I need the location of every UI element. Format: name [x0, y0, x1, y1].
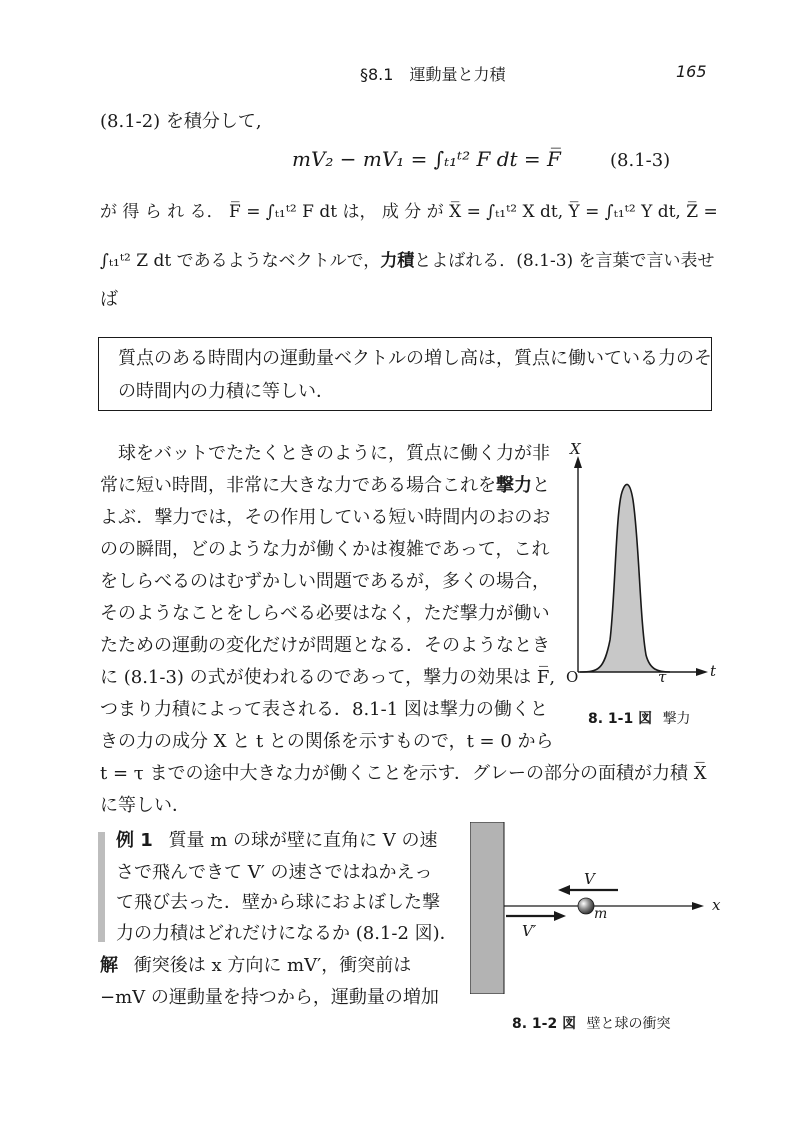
- paragraph-2-line-1: 球をバットでたたくときのように，質点に働く力が非: [100, 443, 550, 464]
- paragraph-2-line-3: よぶ．撃力では，その作用している短い時間内のおのお: [100, 507, 551, 528]
- figure-impulse-graph: [560, 440, 730, 690]
- fig1-origin-label: O: [566, 668, 579, 686]
- term-gekiryoku: 撃力: [496, 475, 532, 496]
- fig1-caption-text: 撃力: [662, 711, 691, 727]
- figure-1-caption: [588, 708, 691, 728]
- example-line-4: 力の力積はどれだけになるか (8.1-2 図)．: [116, 923, 458, 944]
- wall: [470, 822, 504, 994]
- intro-text: (8.1-2) を積分して,: [100, 111, 262, 132]
- box-line-2: の時間内の力積に等しい．: [118, 381, 334, 402]
- paragraph-2-line-4: のの瞬間，どのような力が働くかは複雑であって，これ: [100, 539, 550, 560]
- solution-text-1: 衝突後は x 方向に mV′，衝突前は: [133, 955, 412, 976]
- p2-line2-text-a: 常に短い時間，非常に大きな力である場合これを: [100, 475, 496, 496]
- paragraph-2-line-11: t = τ までの途中大きな力が働くことを示す．グレーの部分の面積が力積 X̅: [100, 763, 707, 784]
- example-line-1: [116, 829, 437, 853]
- box-line-1: 質点のある時間内の運動量ベクトルの増し高は，質点に働いている力のそ: [118, 348, 712, 369]
- figure-2-caption: [512, 1013, 671, 1033]
- paragraph-2-line-2: [100, 474, 550, 498]
- fig1-tau-label: τ: [658, 668, 667, 686]
- page-number: 165: [676, 62, 707, 81]
- paragraph-1-line-2: [100, 249, 715, 273]
- fig2-velocity-in-label: V: [584, 870, 595, 888]
- fig2-caption-text: 壁と球の衝突: [586, 1016, 671, 1032]
- p1-line2-text-b: とよばれる．(8.1-3) を言葉で言い表せ: [414, 251, 715, 271]
- p1-line2-text-a: ∫ₜ₁ᵗ² Z dt であるようなベクトルで，: [100, 251, 381, 271]
- paragraph-1-line-1: が 得 ら れ る． F̅ = ∫ₜ₁ᵗ² F dt は， 成 分 が X̅ = ∫ₜ₁ᵗ² X dt, Y̅ = ∫ₜ₁ᵗ² Y dt, Z̅ =: [100, 202, 718, 222]
- x-axis-arrowhead: [696, 668, 708, 676]
- paragraph-1-line-3: ば: [100, 289, 118, 310]
- fig2-velocity-out-label: V′: [522, 922, 537, 940]
- x-axis-arrowhead: [692, 902, 704, 910]
- example-line-2: さで飛んできて V′ の速さではねかえっ: [116, 862, 433, 883]
- paragraph-2-line-6: そのようなことをしらべる必要はなく，ただ撃力が働い: [100, 603, 550, 624]
- example-text-1: 質量 m の球が壁に直角に V の速: [168, 830, 438, 851]
- paragraph-2-line-10: きの力の成分 X と t との関係を示すもので，t = 0 から: [100, 731, 554, 752]
- p2-line2-text-b: と: [532, 475, 550, 496]
- fig1-y-label: X: [570, 440, 581, 458]
- solution-line-1: [100, 954, 411, 978]
- paragraph-2-line-8: に (8.1-3) の式が使われるのであって，撃力の効果は F̅,: [100, 667, 556, 688]
- fig2-caption-number: 8. 1-2 図: [512, 1016, 577, 1032]
- running-header: §8.1 運動量と力積: [360, 65, 506, 84]
- fig1-x-label: t: [710, 662, 717, 680]
- example-line-3: て飛び去った．壁から球におよぼした撃: [116, 892, 440, 913]
- paragraph-2-line-9: つまり力積によって表される．8.1-1 図は撃力の働くと: [100, 699, 548, 720]
- equation-8-1-3: mV₂ − mV₁ = ∫ₜ₁ᵗ² F dt = F̅: [292, 147, 561, 171]
- impulse-area: [580, 484, 670, 672]
- ball: [578, 898, 594, 914]
- solution-label: 解: [100, 955, 118, 976]
- velocity-in-arrowhead: [558, 885, 570, 895]
- paragraph-2-line-7: たための運動の変化だけが問題となる．そのようなとき: [100, 635, 550, 656]
- fig2-x-label: x: [712, 896, 721, 914]
- equation-number: (8.1-3): [610, 150, 671, 171]
- term-rikiseki: 力積: [380, 251, 415, 271]
- solution-line-2: −mV の運動量を持つから，運動量の増加: [100, 987, 439, 1008]
- example-label: 例 1: [116, 830, 153, 851]
- example-sidebar-bar: [98, 832, 105, 942]
- paragraph-2-line-12: に等しい．: [100, 795, 190, 816]
- fig2-mass-label: m: [594, 906, 608, 922]
- velocity-out-arrowhead: [554, 911, 566, 921]
- fig1-caption-number: 8. 1-1 図: [588, 711, 653, 727]
- paragraph-2-line-5: をしらべるのはむずかしい問題であるが，多くの場合，: [100, 571, 550, 592]
